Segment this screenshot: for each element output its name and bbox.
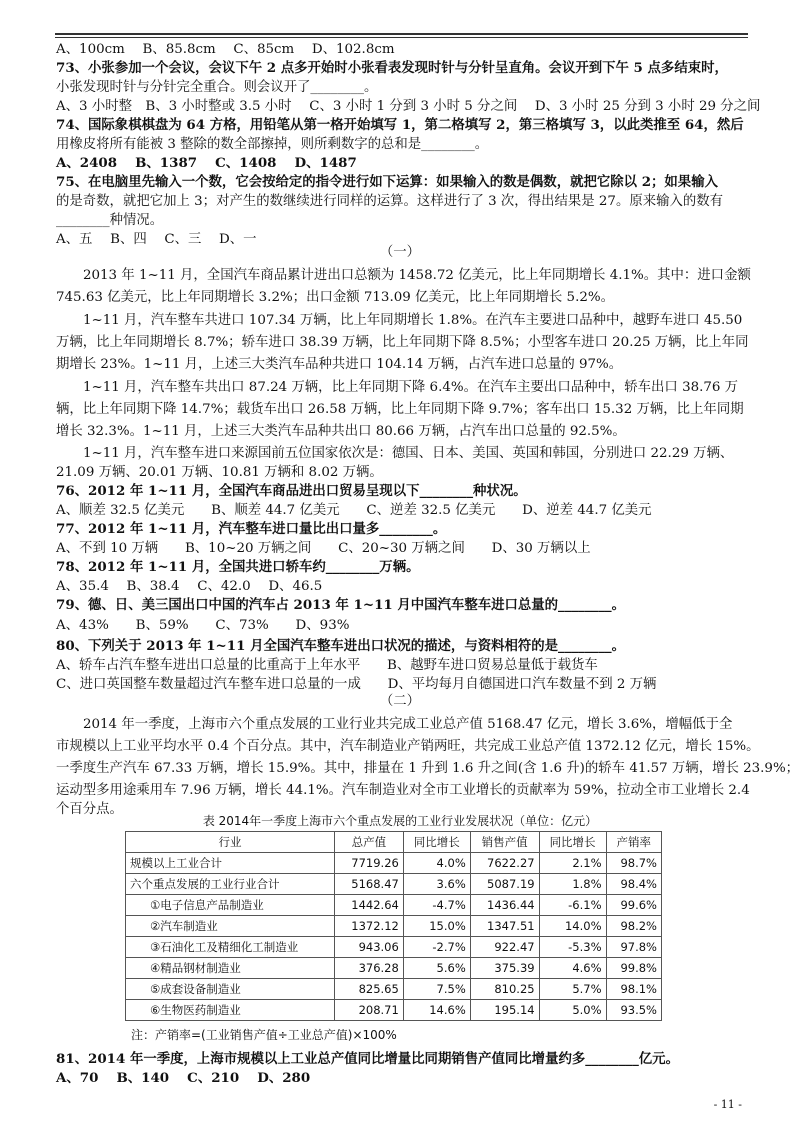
section-two-title: （二） (379, 694, 421, 709)
col-header: 同比增长 (539, 832, 606, 853)
table-cell: 规模以上工业合计 (126, 853, 335, 874)
table-cell: ③石油化工及精细化工制造业 (126, 937, 335, 958)
table-cell: ⑤成套设备制造业 (126, 979, 335, 1000)
table-cell: 99.6% (606, 895, 661, 916)
passage2-p1: 2014 年一季度，上海市六个重点发展的工业行业共完成工业总产值 5168.47 亿元，增长 3.6%，增幅低于全 (83, 717, 733, 732)
table-cell: 5087.19 (470, 874, 539, 895)
table-cell: 7622.27 (470, 853, 539, 874)
table-cell: 98.4% (606, 874, 661, 895)
table-cell: 1436.44 (470, 895, 539, 916)
table-cell: 943.06 (335, 937, 404, 958)
table-cell: 1347.51 (470, 916, 539, 937)
table-row (126, 916, 662, 937)
q78-options: A、35.4 B、38.4 C、42.0 D、46.5 (56, 579, 323, 594)
table-cell: 5.7% (539, 979, 606, 1000)
col-header: 行业 (126, 832, 335, 853)
table-row (126, 937, 662, 958)
q77-options: A、不到 10 万辆 B、10~20 万辆之间 C、20~30 万辆之间 D、30 万辆以上 (56, 541, 591, 556)
q75-options: A、五 B、四 C、三 D、一 (56, 232, 257, 247)
table-cell: 98.7% (606, 853, 661, 874)
table-cell: 2.1% (539, 853, 606, 874)
table-cell: -2.7% (403, 937, 470, 958)
passage2-p1-cont3: 运动型多用途乘用车 7.96 万辆，增长 44.1%。汽车制造业对全市工业增长的贡献率为 59%，拉动全市工业增长 2.4 (56, 783, 750, 798)
q75-stem-cont2: ________种情况。 (56, 213, 164, 228)
table-row (126, 895, 662, 916)
q73-stem: 73、小张参加一个会议，会议下午 2 点多开始时小张看表发现时针与分针呈直角。会议开到下午 5 点多结束时， (56, 60, 728, 76)
table-cell: 208.71 (335, 1000, 404, 1021)
table-cell: 99.8% (606, 958, 661, 979)
passage1-p1: 2013 年 1~11 月，全国汽车商品累计进出口总额为 1458.72 亿美元，比上年同期增长 4.1%。其中：进口金额 (83, 268, 751, 283)
col-header: 同比增长 (403, 832, 470, 853)
table-row (126, 874, 662, 895)
table-note: 注：产销率=(工业销售产值÷工业总产值)×100% (131, 1028, 397, 1042)
passage1-p3-cont2: 增长 32.3%。1~11 月，上述三大类汽车品种共出口 80.66 万辆，占汽车出口总量的 92.5%。 (56, 424, 626, 439)
table-cell: 7719.26 (335, 853, 404, 874)
table-cell: 5.0% (539, 1000, 606, 1021)
col-header: 总产值 (335, 832, 404, 853)
q74-stem: 74、国际象棋棋盘为 64 方格，用铅笔从第一格开始填写 1，第二格填写 2，第三格填写 3，以此类推至 64，然后 (56, 117, 744, 133)
table-cell: 376.28 (335, 958, 404, 979)
table-cell: 98.2% (606, 916, 661, 937)
table-cell: -4.7% (403, 895, 470, 916)
table-cell: 195.14 (470, 1000, 539, 1021)
table-cell: 825.65 (335, 979, 404, 1000)
passage1-p2-cont2: 期增长 23%。1~11 月，上述三大类汽车品种共进口 104.14 万辆，占汽车进口总量的 97%。 (56, 357, 623, 372)
table-cell: 4.0% (403, 853, 470, 874)
q75-stem-cont: 的是奇数，就把它加上 3；对产生的数继续进行同样的运算。这样进行了 3 次，得出结果是 27。原来输入的数有 (56, 194, 724, 209)
col-header: 产销率 (606, 832, 661, 853)
table-cell: -6.1% (539, 895, 606, 916)
q75-stem: 75、在电脑里先输入一个数，它会按给定的指令进行如下运算：如果输入的数是偶数，就把它除以 2；如果输入 (56, 174, 718, 190)
q76-stem: 76、2012 年 1~11 月，全国汽车商品进出口贸易呈现以下________种状况。 (56, 483, 527, 499)
table-cell: 97.8% (606, 937, 661, 958)
table-cell: ①电子信息产品制造业 (126, 895, 335, 916)
q81-stem: 81、2014 年一季度，上海市规模以上工业总产值同比增量比同期销售产值同比增量约多________亿元。 (56, 1051, 679, 1067)
passage2-p1-cont4: 个百分点。 (56, 802, 123, 817)
q78-stem: 78、2012 年 1~11 月，全国共进口轿车约________万辆。 (56, 559, 420, 575)
table-cell: ⑥生物医药制造业 (126, 1000, 335, 1021)
passage1-p3-cont: 辆，比上年同期下降 14.7%；载货车出口 26.58 万辆，比上年同期下降 9.7%；客车出口 15.32 万辆，比上年同期 (56, 402, 744, 417)
q73-stem-cont: 小张发现时针与分针完全重合。则会议开了________。 (56, 80, 378, 95)
table-cell: 93.5% (606, 1000, 661, 1021)
table-row (126, 958, 662, 979)
q73-options: A、3 小时整 B、3 小时整或 3.5 小时 C、3 小时 1 分到 3 小时 5 分之间 D、3 小时 25 分到 3 小时 29 分之间 (56, 99, 761, 114)
passage1-p3: 1~11 月，汽车整车共出口 87.24 万辆，比上年同期下降 6.4%。在汽车主要出口品种中，轿车出口 38.76 万 (83, 380, 739, 395)
section-one-title: （一） (379, 245, 421, 260)
q79-options: A、43% B、59% C、73% D、93% (56, 618, 350, 633)
table-cell: ②汽车制造业 (126, 916, 335, 937)
table-cell: 1.8% (539, 874, 606, 895)
passage1-p1-cont: 745.63 亿美元，比上年同期增长 3.2%；出口金额 713.09 亿美元，比上年同期增长 5.2%。 (56, 290, 614, 305)
q80-options-cd: C、进口英国整车数量超过汽车整车进口总量的一成 D、平均每月自德国进口汽车数量不到 2 万辆 (56, 677, 657, 692)
passage1-p2-cont: 万辆，比上年同期增长 8.7%；轿车进口 38.39 万辆，比上年同期下降 8.5%；小型客车进口 20.25 万辆，比上年同 (56, 335, 749, 350)
q72-options: A、100cm B、85.8cm C、85cm D、102.8cm (56, 42, 395, 57)
table-row (126, 853, 662, 874)
table-cell: 1442.64 (335, 895, 404, 916)
table-cell: 14.6% (403, 1000, 470, 1021)
passage1-p2: 1~11 月，汽车整车共进口 107.34 万辆，比上年同期增长 1.8%。在汽车主要进口品种中，越野车进口 45.50 (83, 313, 743, 328)
q74-options: A、2408 B、1387 C、1408 D、1487 (56, 155, 357, 171)
table-caption: 表 2014年一季度上海市六个重点发展的工业行业发展状况（单位：亿元） (202, 814, 598, 828)
table-cell: 3.6% (403, 874, 470, 895)
col-header: 销售产值 (470, 832, 539, 853)
table-cell: 98.1% (606, 979, 661, 1000)
q74-stem-cont: 用橡皮将所有能被 3 整除的数全部擦掉，则所剩数字的总和是________。 (56, 137, 489, 152)
q76-options: A、顺差 32.5 亿美元 B、顺差 44.7 亿美元 C、逆差 32.5 亿美元 D、逆差 44.7 亿美元 (56, 503, 652, 518)
table-cell: 5.6% (403, 958, 470, 979)
table-cell: 1372.12 (335, 916, 404, 937)
table-cell: -5.3% (539, 937, 606, 958)
table-row (126, 979, 662, 1000)
passage1-p4: 1~11 月，汽车整车进口来源国前五位国家依次是：德国、日本、美国、英国和韩国，分别进口 22.29 万辆、 (83, 446, 734, 461)
table-cell: 7.5% (403, 979, 470, 1000)
table-row (126, 1000, 662, 1021)
header-rule-thin (55, 37, 748, 38)
table-cell: ④精品钢材制造业 (126, 958, 335, 979)
table-header-row (126, 832, 662, 853)
table-cell: 375.39 (470, 958, 539, 979)
q80-stem: 80、下列关于 2013 年 1~11 月全国汽车整车进出口状况的描述，与资料相符的是________。 (56, 638, 626, 654)
table-cell: 4.6% (539, 958, 606, 979)
table-cell: 14.0% (539, 916, 606, 937)
passage2-p1-cont2: 一季度生产汽车 67.33 万辆，增长 15.9%。其中，排量在 1 升到 1.6 升之间(含 1.6 升)的轿车 41.57 万辆，增长 23.9%； (56, 761, 800, 776)
q80-options-ab: A、轿车占汽车整车进出口总量的比重高于上年水平 B、越野车进口贸易总量低于载货车 (56, 658, 598, 673)
table-cell: 810.25 (470, 979, 539, 1000)
table-cell: 六个重点发展的工业行业合计 (126, 874, 335, 895)
table-cell: 5168.47 (335, 874, 404, 895)
header-rule (55, 33, 748, 35)
passage1-p4-cont: 21.09 万辆、20.01 万辆、10.81 万辆和 8.02 万辆。 (56, 465, 383, 480)
passage2-p1-cont: 市规模以上工业平均水平 0.4 个百分点。其中，汽车制造业产销两旺，共完成工业总产值 1372.12 亿元，增长 15%。 (56, 739, 760, 754)
q77-stem: 77、2012 年 1~11 月，汽车整车进口量比出口量多________。 (56, 521, 447, 537)
table-cell: 922.47 (470, 937, 539, 958)
industry-table (125, 831, 662, 1021)
table-cell: 15.0% (403, 916, 470, 937)
q81-options: A、70 B、140 C、210 D、280 (56, 1070, 311, 1086)
q79-stem: 79、德、日、美三国出口中国的汽车占 2013 年 1~11 月中国汽车整车进口总量的________。 (56, 597, 626, 613)
page-number: - 11 - (713, 1098, 742, 1111)
